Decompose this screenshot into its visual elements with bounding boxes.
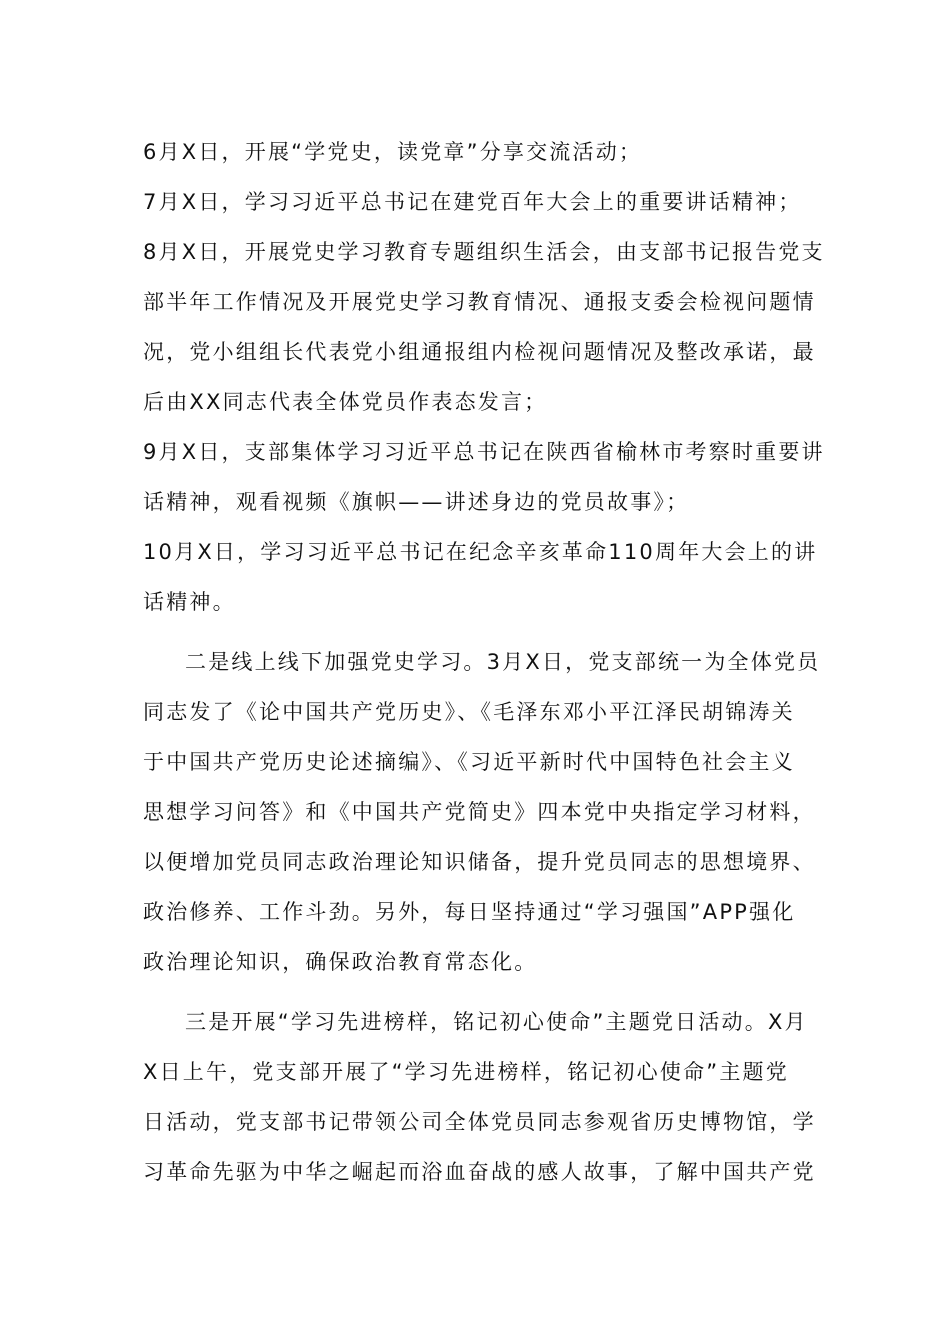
text-line: 思想学习问答》和《中国共产党简史》四本党中央指定学习材料， [143,800,816,824]
text-line: 于中国共产党历史论述摘编》、《习近平新时代中国特色社会主义 [143,750,795,774]
paragraph-3-first-line: 三是开展“学习先进榜样，铭记初心使命”主题党日活动。X月 [185,1010,808,1034]
text-line: 话精神，观看视频《旗帜——讲述身边的党员故事》； [143,490,690,514]
text-line: 以便增加党员同志政治理论知识储备，提升党员同志的思想境界、 [143,850,816,874]
text-line: 7月X日，学习习近平总书记在建党百年大会上的重要讲话精神； [143,190,802,214]
text-line: 部半年工作情况及开展党史学习教育情况、通报支委会检视问题情 [143,290,816,314]
text-line: 8月X日，开展党史学习教育专题组织生活会，由支部书记报告党支 [143,240,825,264]
text-line: 日活动，党支部书记带领公司全体党员同志参观省历史博物馆，学 [143,1110,816,1134]
text-line: 6月X日，开展“学党史，读党章”分享交流活动； [143,140,643,164]
text-line: 政治理论知识，确保政治教育常态化。 [143,950,538,974]
text-line: 10月X日，学习习近平总书记在纪念辛亥革命110周年大会上的讲 [143,540,818,564]
text-line: 话精神。 [143,590,236,614]
text-line: 习革命先驱为中华之崛起而浴血奋战的感人故事，了解中国共产党 [143,1160,816,1184]
text-line: 同志发了《论中国共产党历史》、《毛泽东邓小平江泽民胡锦涛关 [143,700,795,724]
text-line: 况，党小组组长代表党小组通报组内检视问题情况及整改承诺，最 [143,340,816,364]
paragraph-2-first-line: 二是线上线下加强党史学习。3月X日，党支部统一为全体党员 [185,650,821,674]
text-line: 政治修养、工作斗劲。另外，每日坚持通过“学习强国”APP强化 [143,900,796,924]
text-line: 9月X日，支部集体学习习近平总书记在陕西省榆林市考察时重要讲 [143,440,825,464]
text-line: X日上午，党支部开展了“学习先进榜样，铭记初心使命”主题党 [143,1060,789,1084]
text-line: 后由XX同志代表全体党员作表态发言； [143,390,548,414]
